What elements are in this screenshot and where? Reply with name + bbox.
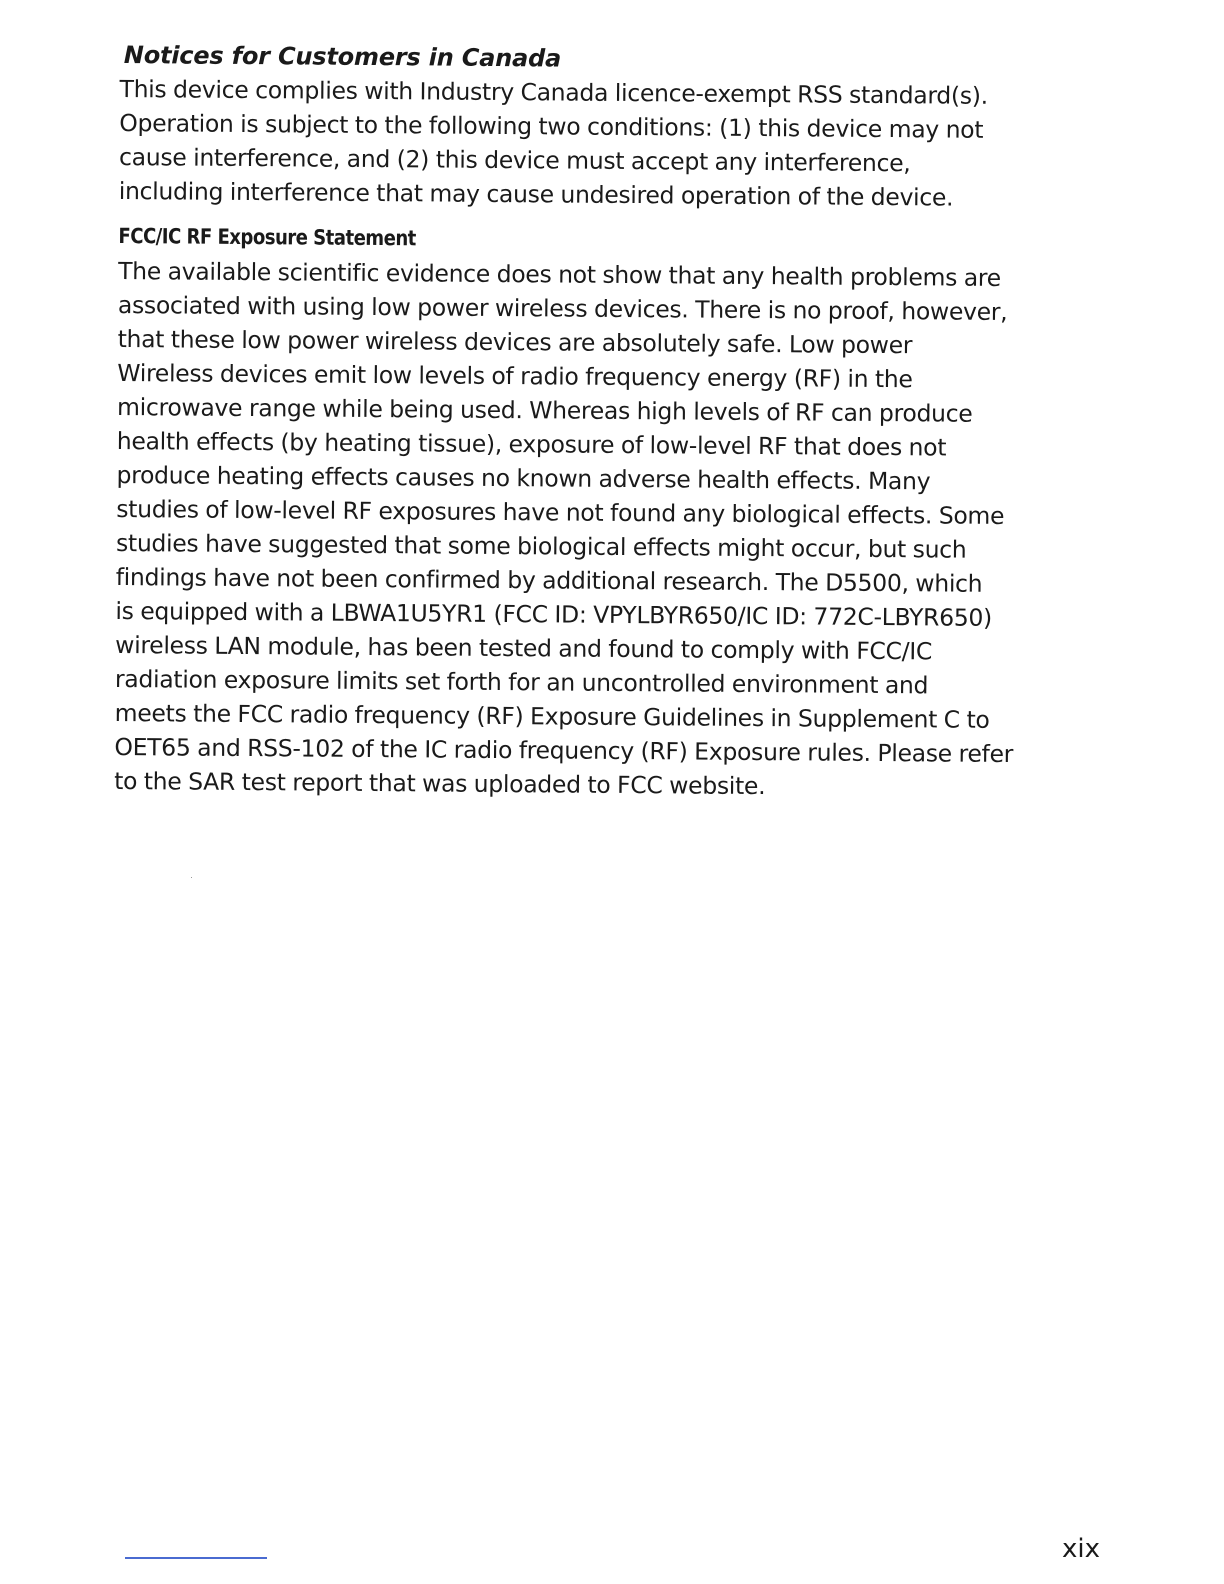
footer-rule: [125, 1557, 267, 1559]
canada-notice-paragraph: [119, 72, 1050, 215]
canada-notice-title: Notices for Customers in Canada: [123, 41, 562, 73]
rf-exposure-line: studies of low-level RF exposures have not found any biological effects. Some: [116, 494, 1005, 530]
canada-notice-line: cause interference, and (2) this device must accept any interference,: [118, 142, 911, 178]
canada-notice-line: This device complies with Industry Canada licence-exempt RSS standard(s).: [119, 74, 988, 110]
page-number: xix: [1062, 1534, 1100, 1564]
scan-speck: [191, 877, 192, 878]
rf-exposure-line: is equipped with a LBWA1U5YR1 (FCC ID: VPYLBYR650/IC ID: 772C-LBYR650): [115, 596, 993, 632]
rf-exposure-line: Wireless devices emit low levels of radio frequency energy (RF) in the: [117, 358, 913, 394]
page-content: [114, 38, 1050, 805]
rf-exposure-line: health effects (by heating tissue), exposure of low-level RF that does not: [116, 426, 947, 462]
rf-exposure-line: radiation exposure limits set forth for an uncontrolled environment and: [114, 664, 929, 700]
rf-exposure-line: that these low power wireless devices are absolutely safe. Low power: [117, 324, 913, 360]
rf-exposure-line: meets the FCC radio frequency (RF) Exposure Guidelines in Supplement C to: [114, 698, 990, 734]
rf-exposure-title: FCC/IC RF Exposure Statement: [118, 223, 416, 251]
rf-exposure-line: findings have not been confirmed by additional research. The D5500, which: [115, 562, 983, 598]
rf-exposure-line: studies have suggested that some biological effects might occur, but such: [115, 528, 967, 564]
rf-exposure-paragraph: [114, 254, 1048, 805]
canada-notice-line: including interference that may cause undesired operation of the device.: [118, 176, 954, 212]
rf-exposure-line: produce heating effects causes no known adverse health effects. Many: [116, 460, 931, 496]
canada-notice-line: Operation is subject to the following two conditions: (1) this device may not: [119, 108, 984, 144]
rf-exposure-line: associated with using low power wireless devices. There is no proof, however,: [117, 290, 1008, 326]
rf-exposure-line: to the SAR test report that was uploaded to FCC website.: [114, 766, 766, 801]
rf-exposure-line: microwave range while being used. Whereas high levels of RF can produce: [116, 392, 973, 428]
rf-exposure-line: The available scientific evidence does not show that any health problems are: [118, 256, 1001, 292]
rf-exposure-line: wireless LAN module, has been tested and found to comply with FCC/IC: [115, 630, 933, 666]
rf-exposure-line: OET65 and RSS-102 of the IC radio frequency (RF) Exposure rules. Please refer: [114, 732, 1014, 769]
